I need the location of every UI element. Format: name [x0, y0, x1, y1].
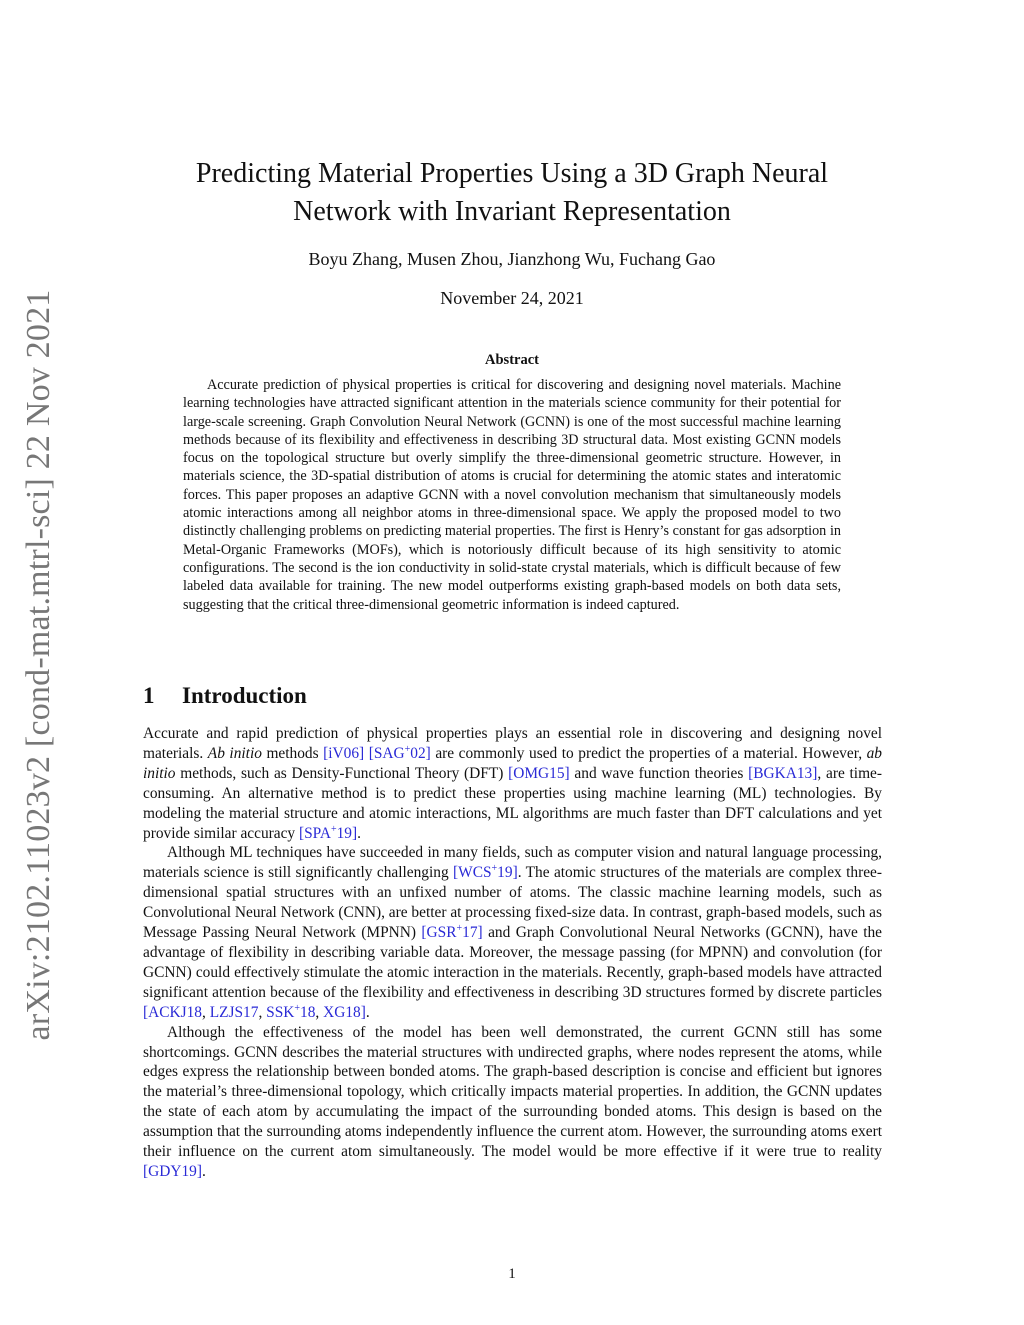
text-run: and wave function theories	[569, 764, 749, 782]
text-run: .	[202, 1162, 206, 1180]
arxiv-identifier: arXiv:2102.11023v2 [cond-mat.mtrl-sci] 22 Nov 2021	[20, 289, 57, 1041]
citation-separator: ,	[202, 1003, 210, 1021]
paragraph-1	[143, 724, 882, 843]
citation-superscript: +	[456, 922, 463, 934]
citation-superscript: +	[294, 1002, 301, 1014]
citation-text: 19]	[497, 864, 518, 882]
section-heading	[143, 683, 307, 709]
text-run: .	[357, 824, 361, 842]
text-run: , are time-consuming. An alternative method is to predict these properties using machine learning (ML) technologies. By modeling the material structure and atomic interactions, ML algorithms are much faster than DFT calculations and yet provide similar accuracy	[143, 764, 883, 842]
text-run: Accurate and rapid prediction of physical properties plays an essential role in discovering and designing novel materials.	[143, 725, 882, 762]
citation-superscript: +	[330, 823, 337, 835]
text-run: Although the effectiveness of the model has been well demonstrated, the current GCNN still has some shortcomings. GCNN describes the material structures with undirected graphs, where nodes represent the atoms, while edges express the relationship between bonded atoms. The graph-based description is concise and efficient but ignores the material’s three-dimensional topology, which critically impacts material properties. In addition, the GCNN updates the state of each atom by accumulating the impact of the surrounding bonded atoms. This design is based on the assumption that the surrounding atoms independently influence the current atom. However, the surrounding atoms exert their influence on the current atom simultaneously. The model would be more effective if it were true to reality	[143, 1023, 882, 1161]
citation-link[interactable]: [OMG15]	[508, 764, 570, 782]
citation-link[interactable]	[453, 864, 518, 881]
citation-superscript: +	[404, 743, 411, 755]
citation-link[interactable]: [GDY19]	[143, 1162, 202, 1180]
text-run: methods	[261, 744, 324, 762]
citation-link[interactable]: [BGKA13]	[748, 764, 818, 782]
citation-text: [GSR	[421, 924, 457, 942]
paragraph-3	[143, 1023, 882, 1182]
citation-text: [WCS	[453, 864, 492, 882]
citation-link[interactable]: [iV06]	[323, 744, 365, 762]
citation-separator: ,	[258, 1003, 267, 1021]
introduction-body	[143, 724, 882, 1182]
citation-text: [SPA	[298, 824, 331, 842]
section-title: Introduction	[182, 683, 307, 708]
text-run: .	[365, 1003, 370, 1021]
text-run: . The atomic structures of the materials are complex three-dimensional spatial structures with an unfixed number of atoms. The classic machine learning models, such as Convolutional Neural Network (CNN), are better at processing fixed-size data. In contrast, graph-based models, such as Message Passing Neural Network (MPNN)	[143, 864, 882, 942]
citation-text: 19]	[336, 824, 358, 842]
page-number: 1	[508, 1266, 516, 1282]
text-run: methods, such as Density-Functional Theory (DFT)	[175, 764, 509, 782]
author-list: Boyu Zhang, Musen Zhou, Jianzhong Wu, Fuchang Gao	[308, 249, 716, 269]
publication-date: November 24, 2021	[440, 288, 584, 308]
italic-term: ab initio	[143, 744, 882, 782]
title-line-2: Network with Invariant Representation	[293, 196, 731, 227]
abstract-text: Accurate prediction of physical properties is critical for discovering and designing novel materials. Machine learning technologies have attracted significant attention in the materials science community for their potential for large-scale screening. Graph Convolution Neural Network (GCNN) is one of the most successful machine learning methods because of its flexibility and effectiveness in describing 3D structural data. Most existing GCNN models focus on the topological structure but overly simplify the three-dimensional geometric structure. However, in materials science, the 3D-spatial distribution of atoms is crucial for determining the atomic states and interatomic forces. This paper proposes an adaptive GCNN with a novel convolution mechanism that simultaneously models atomic interactions among all neighbor atoms in three-dimensional space. We apply the proposed model to two distinctly challenging problems on predicting material properties. The first is Henry’s constant for gas adsorption in Metal-Organic Frameworks (MOFs), which is notoriously difficult because of its high sensitivity to atomic configurations. The second is the ion conductivity in solid-state crystal materials, which is difficult because of few labeled data available for training. The new model outperforms existing graph-based models on both data sets, suggesting that the critical three-dimensional geometric information is indeed captured.	[183, 377, 841, 613]
paragraph-2	[143, 843, 882, 1022]
citation-link[interactable]: LZJS17	[209, 1003, 259, 1021]
citation-link[interactable]: [ACKJ18	[143, 1003, 202, 1021]
italic-term: Ab initio	[207, 744, 262, 762]
abstract-heading: Abstract	[485, 352, 539, 368]
citation-link[interactable]	[266, 1004, 315, 1021]
citation-link[interactable]	[421, 924, 482, 941]
section-number: 1	[143, 683, 155, 708]
citation-text: [SAG	[368, 744, 405, 762]
citation-text: 18	[300, 1003, 316, 1021]
text-run: Although ML techniques have succeeded in many fields, such as computer vision and natural language processing, materials science is still significantly challenging	[143, 844, 882, 882]
citation-link[interactable]	[299, 825, 357, 842]
citation-separator: ,	[315, 1003, 324, 1021]
citation-text: SSK	[266, 1003, 295, 1021]
paper-title	[160, 155, 864, 231]
citation-superscript: +	[491, 863, 498, 875]
title-line-1: Predicting Material Properties Using a 3D Graph Neural	[195, 158, 829, 189]
citation-link[interactable]: XG18]	[323, 1003, 366, 1021]
text-run: are commonly used to predict the properties of a material. However,	[430, 744, 867, 762]
citation-text: 02]	[410, 744, 431, 762]
text-run: and Graph Convolutional Neural Networks (GCNN), have the advantage of flexibility in describing variable data. Moreover, the message passing (for MPNN) and convolution (for GCNN) could effectively stimulate the atomic interaction in the materials. Recently, graph-based models have attracted significant attention because of the flexibility and effectiveness in describing 3D structures formed by discrete particles	[143, 924, 883, 1001]
citation-text: 17]	[462, 924, 483, 942]
arxiv-sidebar	[19, 289, 59, 1041]
citation-link[interactable]	[369, 745, 431, 762]
